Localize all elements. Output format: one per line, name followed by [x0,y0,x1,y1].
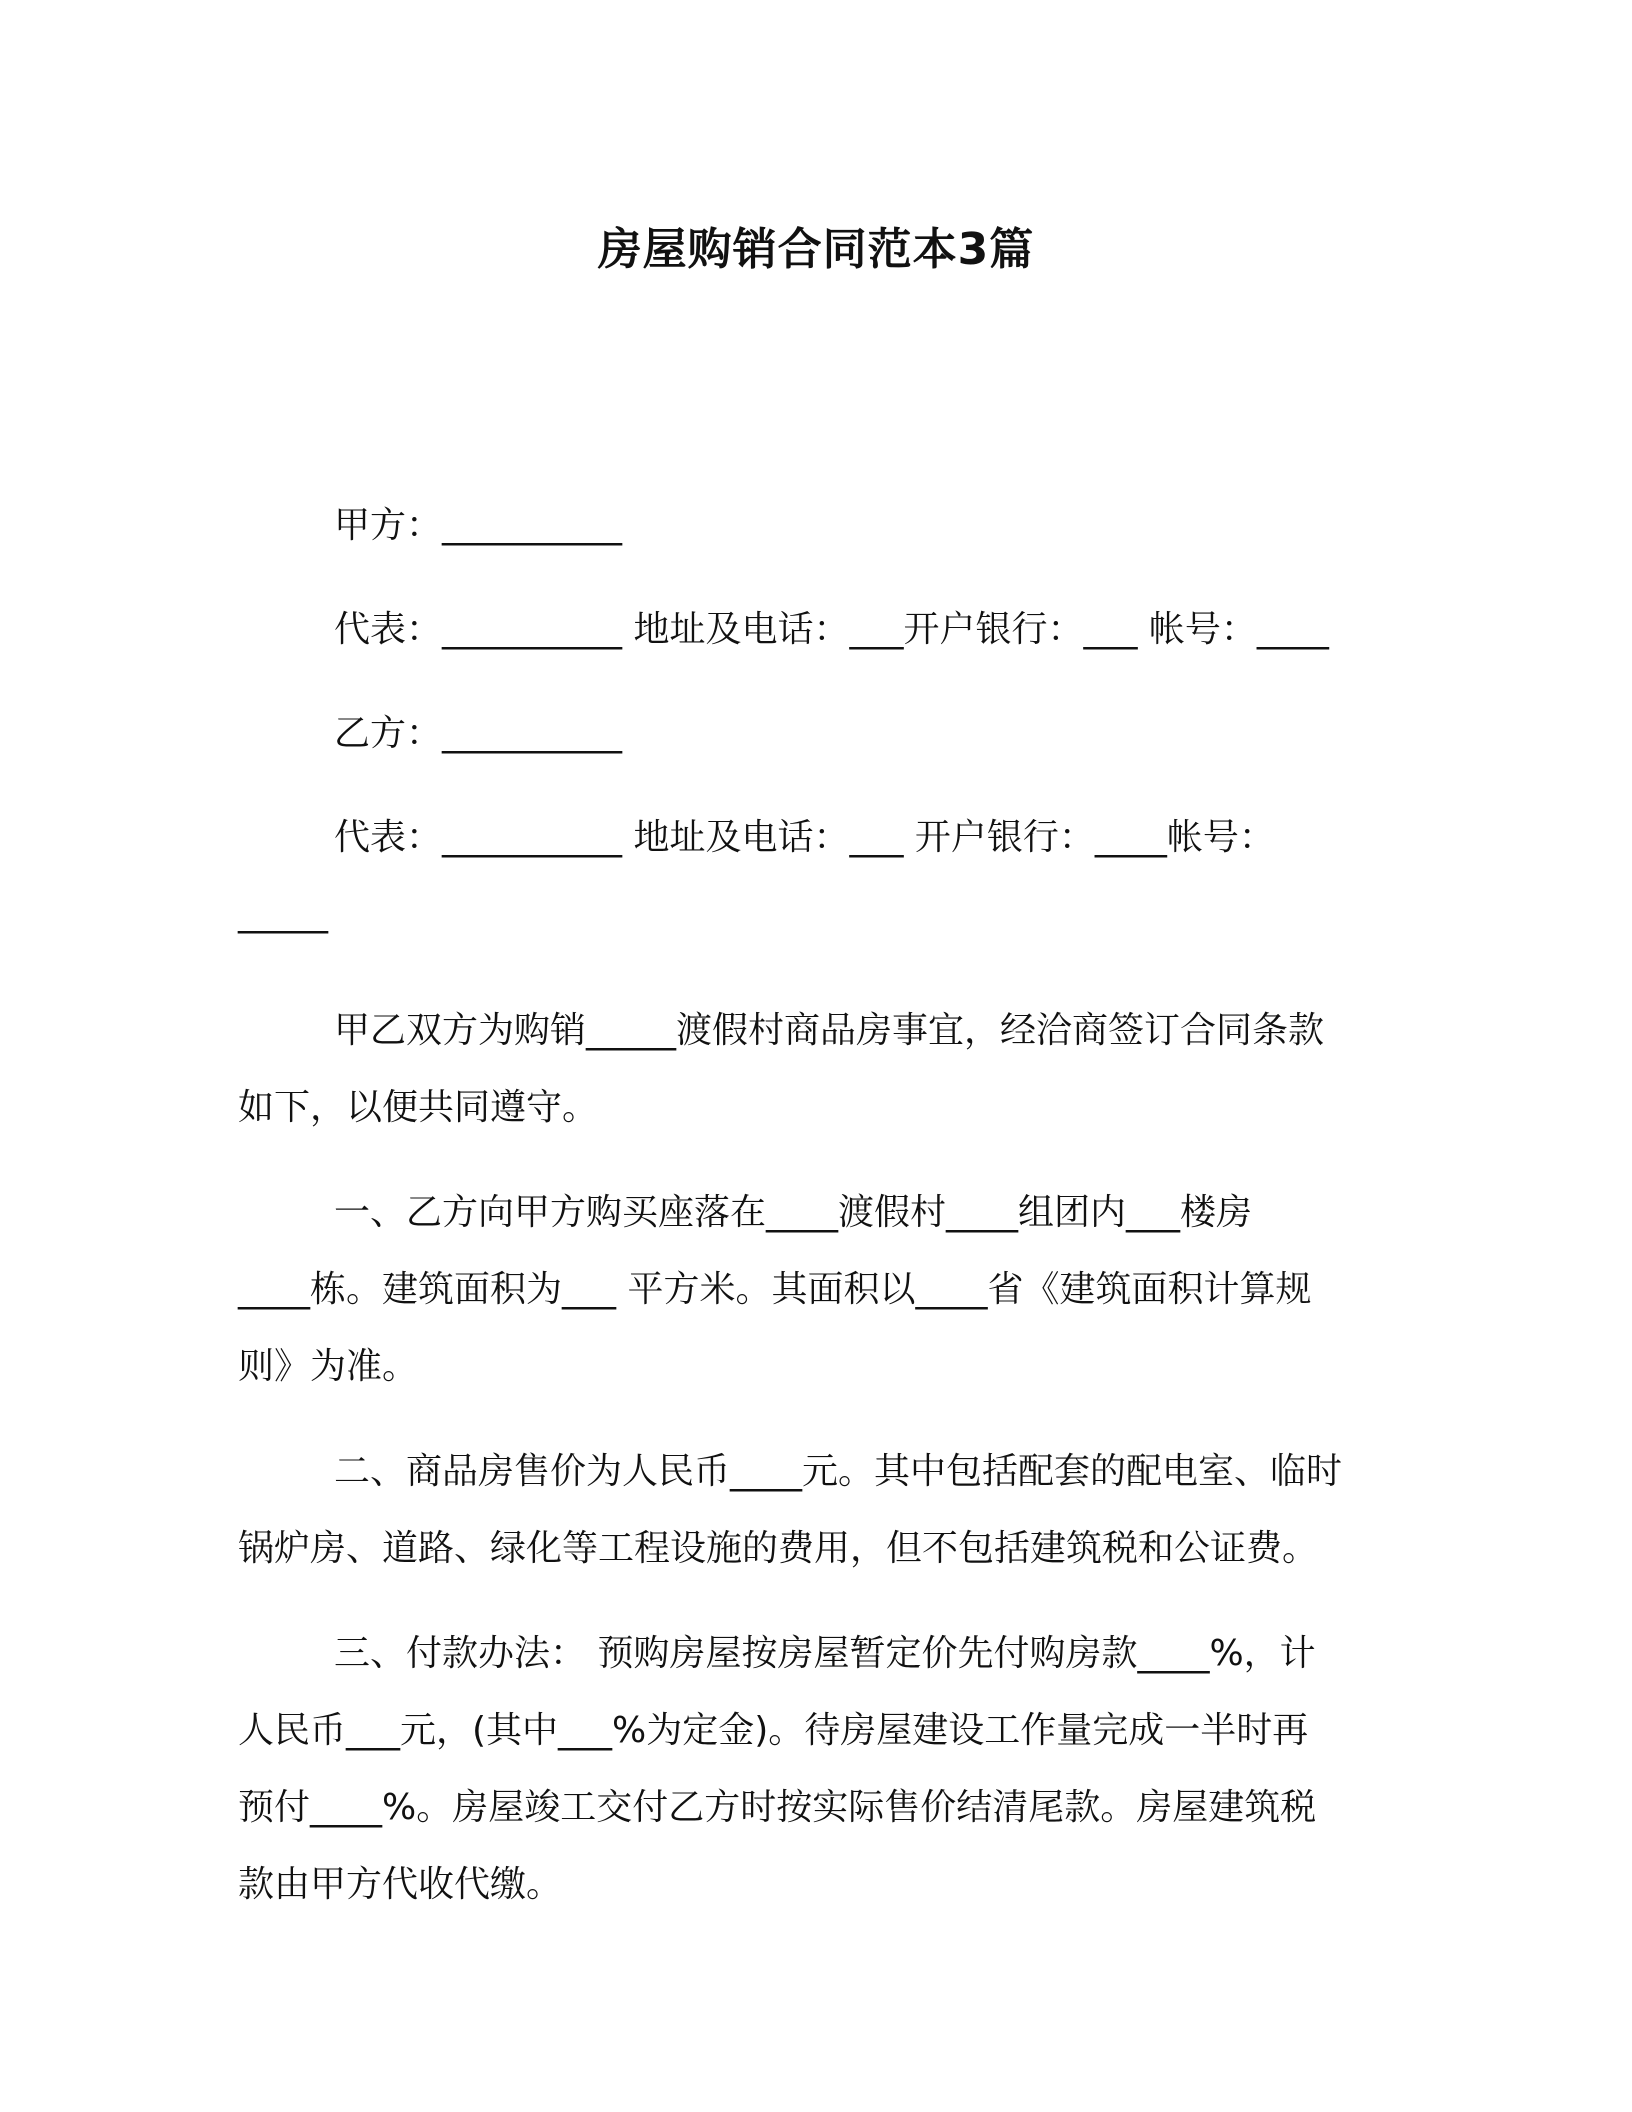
clause-2-line-2: 锅炉房、道路、绿化等工程设施的费用，但不包括建筑税和公证费。 [238,1528,1319,1569]
clause-3-line-1: 三、付款办法： 预购房屋按房屋暂定价先付购房款____%，计 [334,1633,1316,1674]
clause-3-line-2: 人民币___元，(其中___%为定金)。待房屋建设工作量完成一半时再 [238,1710,1309,1751]
party-b-account-blank: _____ [238,893,328,934]
intro-paragraph-line-1: 甲乙双方为购销_____渡假村商品房事宜，经洽商签订合同条款 [334,1010,1325,1051]
party-a-representative-line: 代表：__________ 地址及电话：___开户银行：___ 帐号：____ [334,609,1329,650]
party-a-line: 甲方：__________ [334,505,623,546]
clause-2-line-1: 二、商品房售价为人民币____元。其中包括配套的配电室、临时 [334,1451,1343,1492]
clause-3-line-3: 预付____%。房屋竣工交付乙方时按实际售价结清尾款。房屋建筑税 [238,1787,1317,1828]
intro-paragraph-line-2: 如下，以便共同遵守。 [238,1087,599,1128]
clause-1-line-2: ____栋。建筑面积为___ 平方米。其面积以____省《建筑面积计算规 [238,1269,1312,1310]
document-body [238,488,1403,1923]
party-b-representative-line: 代表：__________ 地址及电话：___ 开户银行：____帐号： [334,817,1275,858]
clause-1-line-3: 则》为准。 [238,1346,419,1387]
clause-1-line-1: 一、乙方向甲方购买座落在____渡假村____组团内___楼房 [334,1192,1253,1233]
party-b-line: 乙方：__________ [334,713,623,754]
document-title: 房屋购销合同范本3篇 [597,224,1035,275]
clause-3-line-4: 款由甲方代收代缴。 [238,1864,563,1905]
